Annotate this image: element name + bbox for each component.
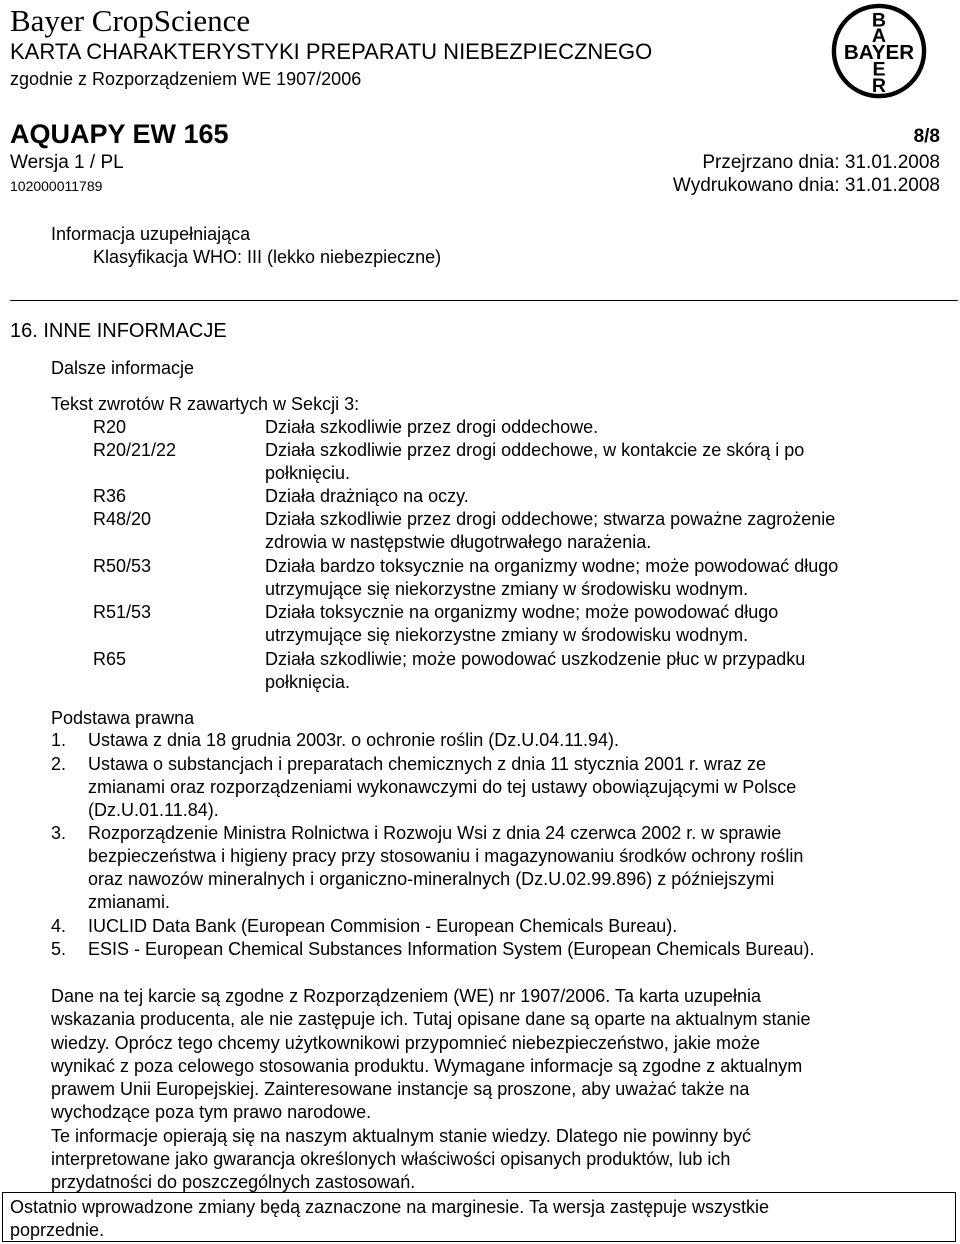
r-text-line: Działa szkodliwie przez drogi oddechowe. [265,417,599,437]
disclaimer-line: wynikać z poza celowego stosowania produktu. Wymagane informacje są zgodne z aktualnym [51,1056,803,1076]
legal-item-line: zmianami. [88,892,171,912]
legal-item-number: 2. [51,754,67,774]
r-code: R20/21/22 [93,440,177,460]
legal-item-line: bezpieczeństwa i higieny pracy przy stosowaniu i magazynowaniu środków ochrony roślin [88,846,804,866]
legal-item-line: ESIS - European Chemical Substances Information System (European Chemicals Bureau). [88,939,815,959]
r-text-line: połknięcia. [265,672,351,692]
product-name: AQUAPY EW 165 [10,119,229,149]
bayer-logo [830,2,928,100]
legal-item-number: 4. [51,916,67,936]
r-text-line: utrzymujące się niekorzystne zmiany w środowisku wodnym. [265,579,749,599]
r-text-line: Działa toksycznie na organizmy wodne; może powodować długo [265,602,779,622]
reviewed-date: Przejrzano dnia: 31.01.2008 [702,152,940,173]
footer-line: Ostatnio wprowadzone zmiany będą zaznaczone na marginesie. Ta wersja zastępuje wszystkie [10,1197,770,1217]
company-name: Bayer CropScience [10,3,251,38]
legal-item-line: Ustawa o substancjach i preparatach chemicznych z dnia 11 stycznia 2001 r. wraz ze [88,754,767,774]
disclaimer-line: interpretowane jako gwarancja określonych właściwości opisanych produktów, lub ich [51,1149,731,1169]
svg-text:BAYER: BAYER [843,40,915,64]
disclaimer-line: wskazania producenta, ale nie zastępuje ich. Tutaj opisane dane są oparte na aktualnym stanie [51,1009,811,1029]
r-code: R65 [93,649,127,669]
svg-text:A: A [871,25,887,48]
disclaimer-line: wiedzy. Oprócz tego chcemy użytkownikowi przypomnieć niebezpieczeństwo, jakie może [51,1033,760,1053]
legal-item-line: (Dz.U.01.11.84). [88,800,219,820]
legal-item-line: IUCLID Data Bank (European Commision - European Chemicals Bureau). [88,916,678,936]
legal-item-line: zmianami oraz rozporządzeniami wykonawczymi do tej ustawy obowiązującymi w Polsce [88,777,797,797]
r-code: R51/53 [93,602,152,622]
sheet-title: KARTA CHARAKTERYSTYKI PREPARATU NIEBEZPIECZNEGO [10,39,653,64]
r-text-line: Działa szkodliwie; może powodować uszkodzenie płuc w przypadku [265,649,806,669]
section-divider [10,300,958,301]
regulation-line: zgodnie z Rozporządzeniem WE 1907/2006 [10,69,362,89]
r-text-line: zdrowia w następstwie długotrwałego narażenia. [265,532,652,552]
legal-item-line: Rozporządzenie Ministra Rolnictwa i Rozwoju Wsi z dnia 24 czerwca 2002 r. w sprawie [88,823,782,843]
section-16-title: 16. INNE INFORMACJE [10,320,227,342]
r-code: R36 [93,486,127,506]
r-text-line: Działa bardzo toksycznie na organizmy wodne; może powodować długo [265,556,839,576]
who-classification: Klasyfikacja WHO: III (lekko niebezpieczne) [93,247,442,267]
svg-text:B: B [871,9,887,32]
footer-line: poprzednie. [10,1220,105,1240]
r-text-line: połknięciu. [265,463,351,483]
disclaimer-line: Te informacje opierają się na naszym aktualnym stanie wiedzy. Dlatego nie powinny być [51,1126,752,1146]
version-label: Wersja 1 / PL [10,152,124,173]
r-phrases-intro: Tekst zwrotów R zawartych w Sekcji 3: [51,394,360,414]
svg-text:E: E [872,58,886,81]
document-number: 102000011789 [10,178,103,194]
page-number: 8/8 [913,126,940,147]
supplementary-heading: Informacja uzupełniająca [51,224,251,244]
disclaimer-line: Dane na tej karcie są zgodne z Rozporządzeniem (WE) nr 1907/2006. Ta karta uzupełnia [51,986,762,1006]
r-text-line: utrzymujące się niekorzystne zmiany w środowisku wodnym. [265,625,749,645]
r-text-line: Działa drażniąco na oczy. [265,486,469,506]
legal-item-number: 1. [51,730,67,750]
svg-text:R: R [871,75,887,98]
r-text-line: Działa szkodliwie przez drogi oddechowe; stwarza poważne zagrożenie [265,509,836,529]
disclaimer-line: wychodzące poza tym prawo narodowe. [51,1102,372,1122]
r-code: R20 [93,417,127,437]
r-text-line: Działa szkodliwie przez drogi oddechowe, w kontakcie ze skórą i po [265,440,805,460]
legal-item-number: 5. [51,939,67,959]
disclaimer-line: prawem Unii Europejskiej. Zainteresowane instancje są proszone, aby uważać także na [51,1079,750,1099]
r-code: R50/53 [93,556,152,576]
legal-item-number: 3. [51,823,67,843]
r-code: R48/20 [93,509,152,529]
printed-date: Wydrukowano dnia: 31.01.2008 [672,175,940,196]
legal-item-line: Ustawa z dnia 18 grudnia 2003r. o ochronie roślin (Dz.U.04.11.94). [88,730,619,750]
disclaimer-line: przydatności do poszczególnych zastosowań. [51,1172,416,1192]
legal-item-line: oraz nawozów mineralnych i organiczno-mineralnych (Dz.U.02.99.896) z późniejszymi [88,869,775,889]
legal-basis-heading: Podstawa prawna [51,708,195,728]
further-info-heading: Dalsze informacje [51,358,195,378]
